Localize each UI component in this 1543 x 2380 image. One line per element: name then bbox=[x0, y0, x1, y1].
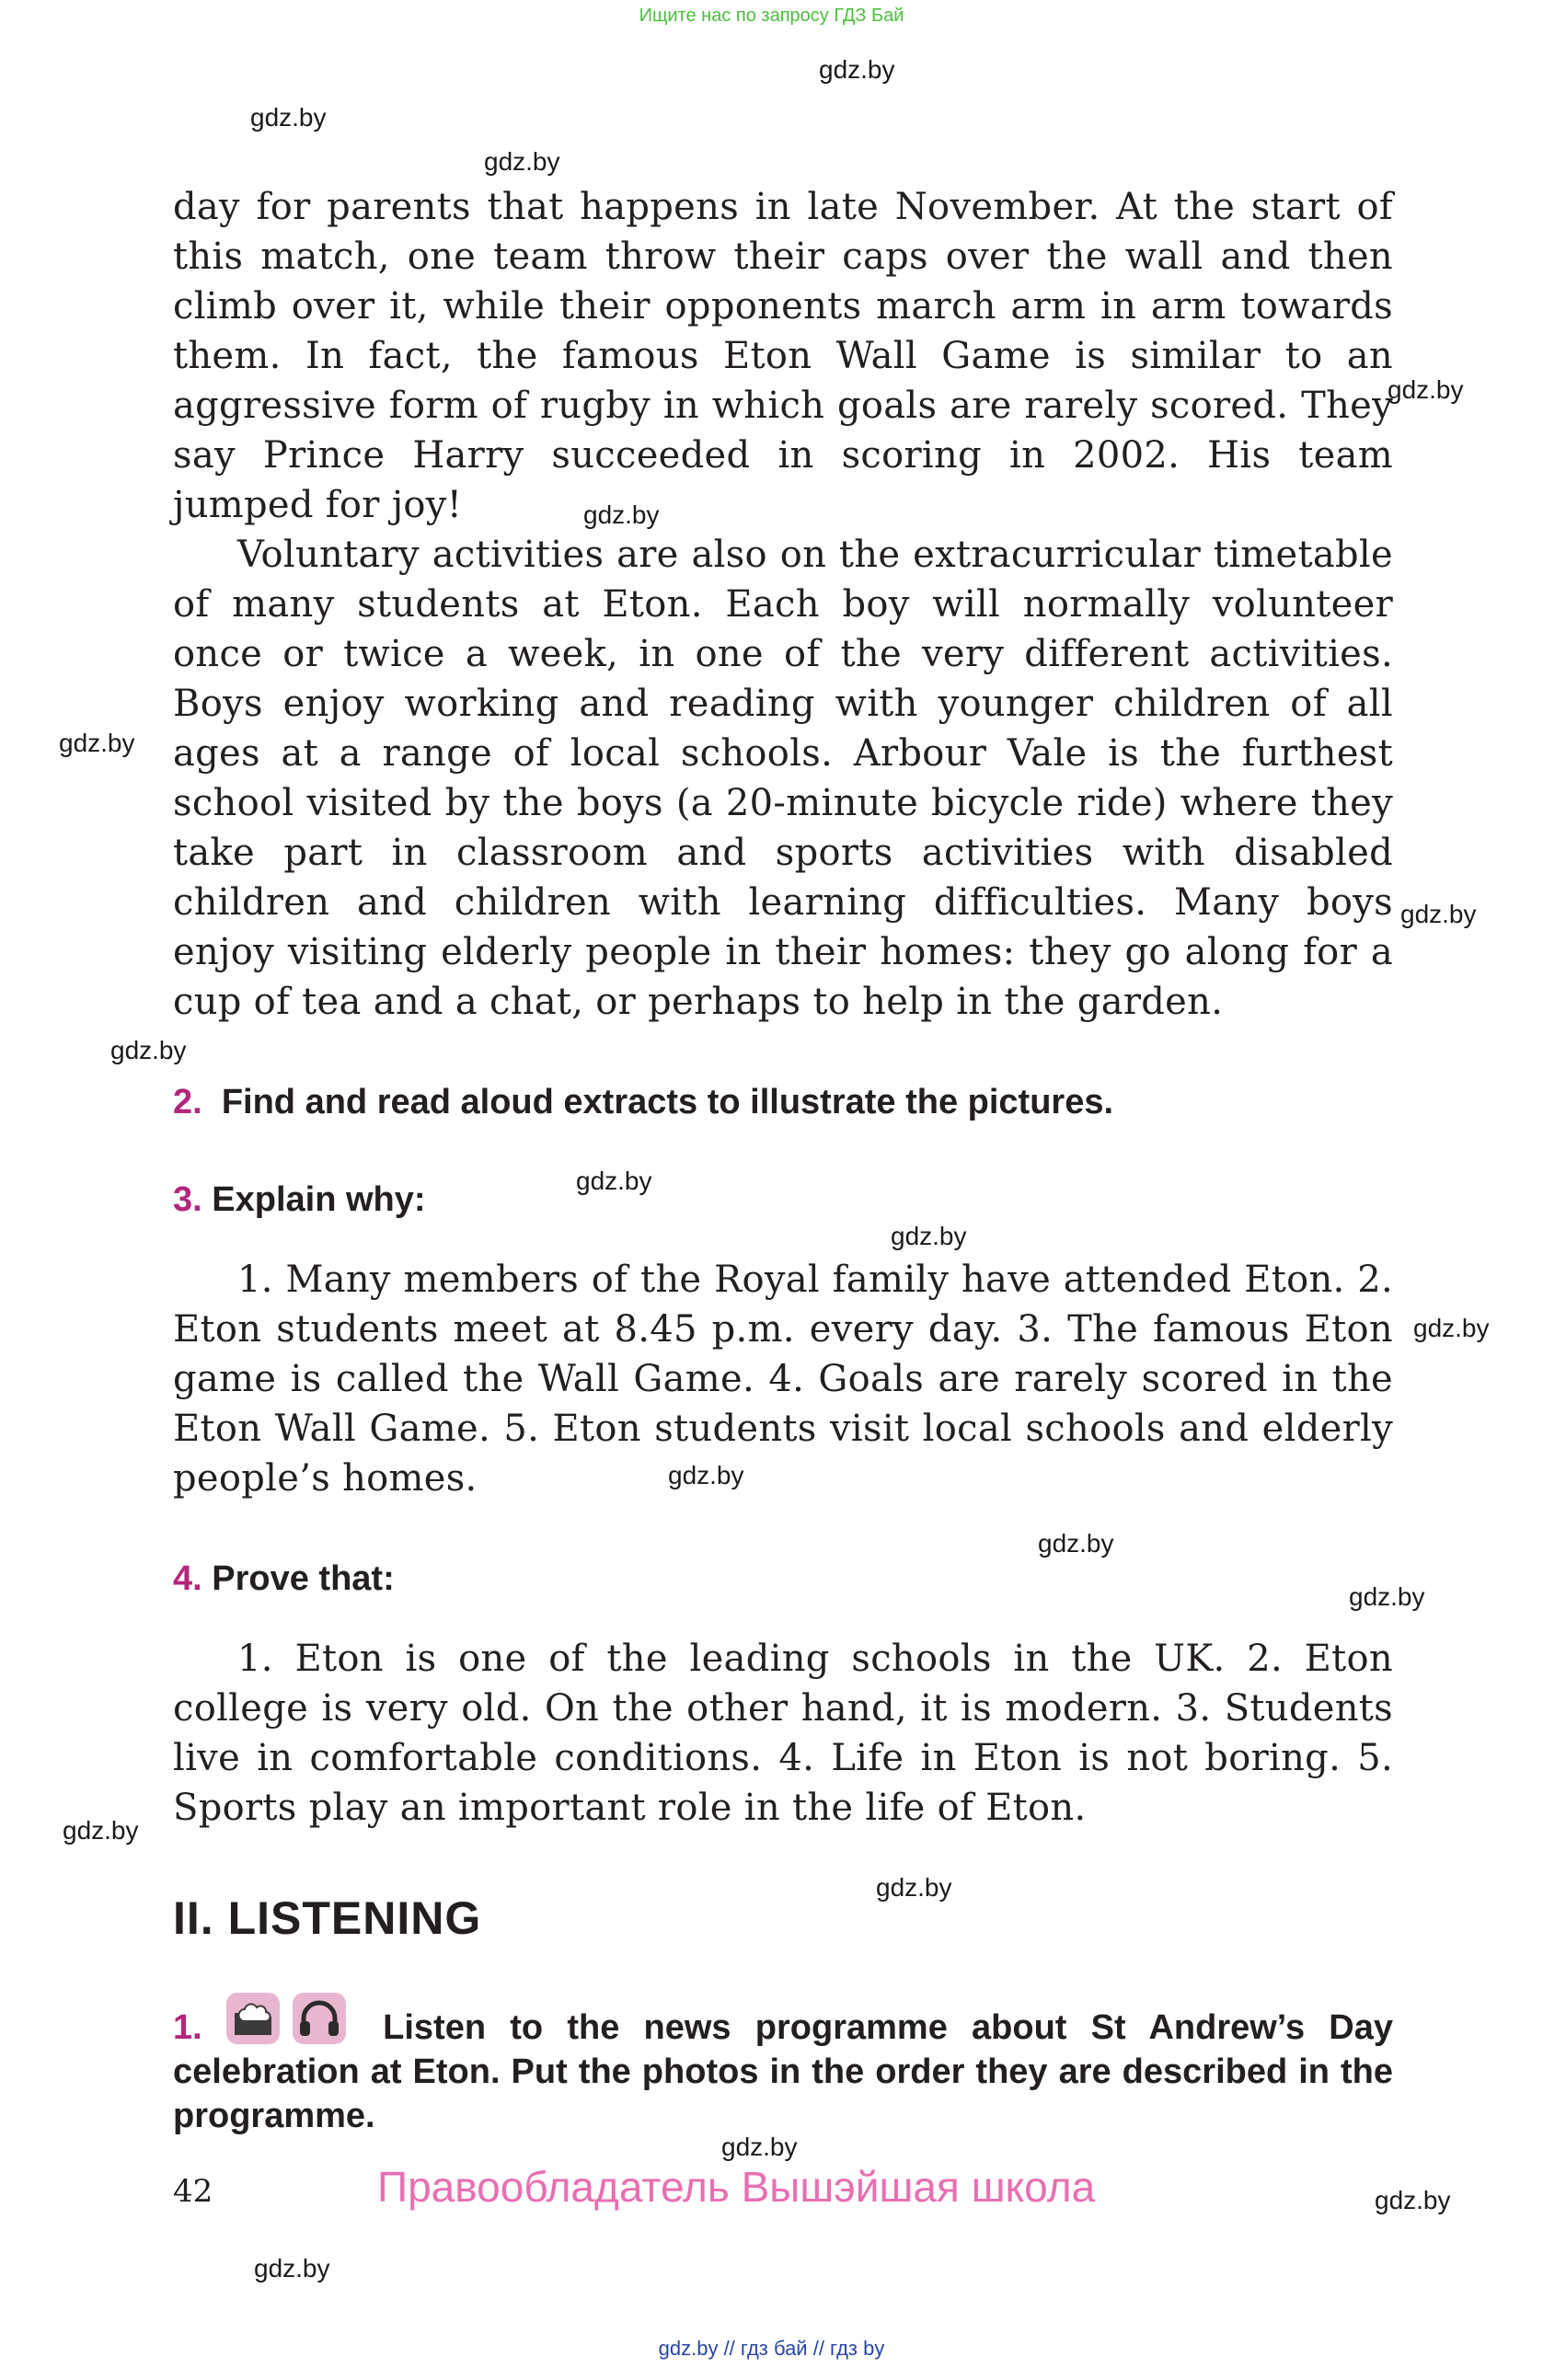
watermark: gdz.by bbox=[1349, 1582, 1425, 1611]
watermark: gdz.by bbox=[583, 500, 660, 529]
watermark: gdz.by bbox=[1413, 1314, 1490, 1342]
task-3-number: 3. bbox=[173, 1180, 202, 1219]
footer-links[interactable]: gdz.by // гдз бай // гдз by bbox=[658, 2337, 885, 2360]
watermark: gdz.by bbox=[668, 1461, 744, 1489]
watermark: gdz.by bbox=[250, 103, 327, 132]
listening-task-number: 1. bbox=[173, 2008, 202, 2047]
copyright-holder: Правообладатель Вышэйшая школа bbox=[377, 2163, 1096, 2211]
top-banner: Ищите нас по запросу ГДЗ Бай bbox=[639, 6, 904, 26]
watermark: gdz.by bbox=[59, 729, 135, 757]
listening-task-instruction: Listen to the news programme about St Andrew’s Day celebration at Eton. Put the photos in the order they are described in the programme. bbox=[173, 2008, 1394, 2135]
watermark: gdz.by bbox=[254, 2254, 330, 2282]
task-4-instruction: Prove that: bbox=[212, 1559, 395, 1598]
paragraph-voluntary-activities: Voluntary activities are also on the extracurricular timetable of many students at Eton. Each boy will normally volunteer once or twice a week, in one of the very different activities. Boys enjoy working and reading with younger children of all ages at a range of local schools. Arbour Vale is the furthest school visited by the boys (a 20-minute bicycle ride) where they take part in classroom and sports activities with disabled children and children with learning difficulties. Many boys enjoy visiting elderly people in their homes: they go along for a cup of tea and a chat, or perhaps to help in the garden. bbox=[173, 534, 1393, 1023]
watermark: gdz.by bbox=[576, 1167, 652, 1195]
task-2-number: 2. bbox=[173, 1083, 202, 1121]
watermark: gdz.by bbox=[1388, 375, 1464, 404]
task-3-body: 1. Many members of the Royal family have attended Eton. 2. Eton students meet at 8.45 p.m. every day. 3. The famous Eton game is called the Wall Game. 4. Goals are rarely scored in the Eton Wall Game. 5. Eton students visit local schools and elderly people’s homes. bbox=[173, 1259, 1393, 1500]
watermark: gdz.by bbox=[876, 1873, 952, 1902]
folder-cloud-icon bbox=[226, 1993, 280, 2044]
task-3-instruction: Explain why: bbox=[212, 1180, 426, 1219]
page-number: 42 bbox=[173, 2173, 213, 2210]
task-2 bbox=[173, 1080, 1393, 1124]
task-4-number: 4. bbox=[173, 1559, 202, 1598]
section-title: II. LISTENING bbox=[173, 1892, 482, 1944]
watermark: gdz.by bbox=[819, 55, 895, 84]
task-4-body: 1. Eton is one of the leading schools in the UK. 2. Eton college is very old. On the other hand, it is modern. 3. Students live in comfortable conditions. 4. Life in Eton is not boring. 5. Sports play an important role in the life of Eton. bbox=[173, 1638, 1393, 1829]
paragraph-wall-game: day for parents that happens in late November. At the start of this match, one team throw their caps over the wall and then climb over it, while their opponents march arm in arm towards them. In fact, the famous Eton Wall Game is similar to an aggressive form of rugby in which goals are rarely scored. They say Prince Harry succeeded in scoring in 2002. His team jumped for joy! bbox=[173, 186, 1393, 526]
watermark: gdz.by bbox=[721, 2133, 798, 2161]
task-4 bbox=[173, 1557, 1393, 1601]
headphones-icon bbox=[293, 1993, 346, 2044]
watermark: gdz.by bbox=[891, 1222, 967, 1250]
watermark: gdz.by bbox=[1375, 2186, 1451, 2214]
watermark: gdz.by bbox=[484, 147, 560, 176]
task-3 bbox=[173, 1178, 1393, 1222]
watermark: gdz.by bbox=[63, 1816, 139, 1845]
watermark: gdz.by bbox=[1038, 1529, 1114, 1558]
watermark: gdz.by bbox=[1400, 900, 1477, 928]
listening-task-1 bbox=[173, 1993, 1393, 2138]
task-2-instruction: Find and read aloud extracts to illustrate the pictures. bbox=[221, 1083, 1114, 1121]
watermark: gdz.by bbox=[110, 1036, 187, 1064]
